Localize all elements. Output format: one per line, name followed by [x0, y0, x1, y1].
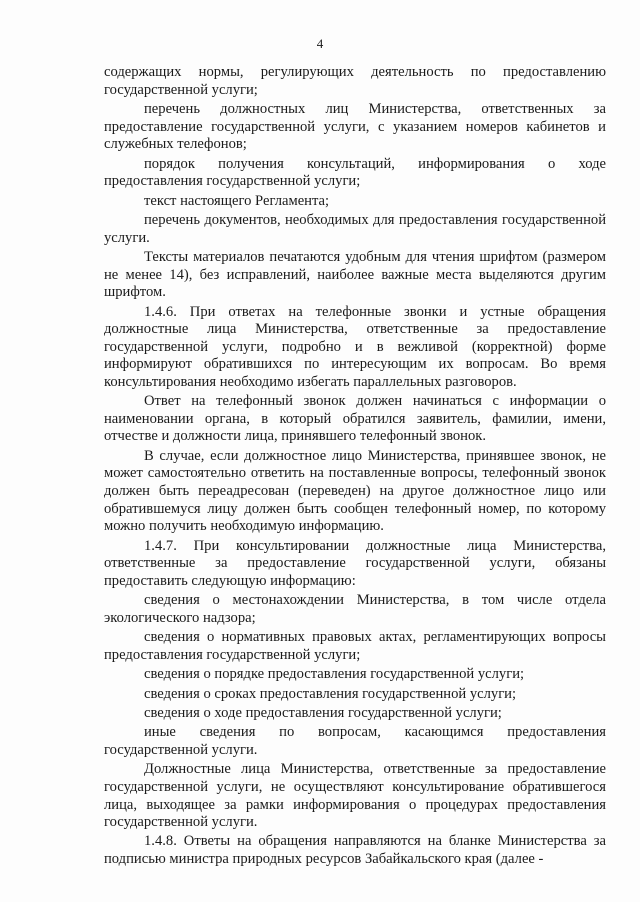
paragraph: В случае, если должностное лицо Министерства, принявшее звонок, не может самостоятельно ответить на поставленные вопросы, телефонный звонок должен быть переадресован (переведен) на другое должностное лицо или обратившемуся лицу должен быть сообщен телефонный номер, по которому можно получить необходимую информацию.	[104, 447, 606, 535]
paragraph: сведения о нормативных правовых актах, регламентирующих вопросы предоставления государственной услуги;	[104, 629, 606, 663]
page-number: 4	[316, 36, 324, 51]
paragraph: сведения о порядке предоставления государственной услуги;	[144, 666, 525, 683]
paragraph: Тексты материалов печатаются удобным для чтения шрифтом (размером не менее 14), без исправлений, наиболее важные места выделяются другим шрифтом.	[104, 248, 606, 301]
paragraph: содержащих нормы, регулирующих деятельность по предоставлению государственной услуги;	[104, 64, 606, 98]
paragraph: Должностные лица Министерства, ответственные за предоставление государственной услуги, не осуществляют консультирование обратившегося лица, выходящее за рамки информирования о процедурах предоставления государственной услуги.	[104, 761, 606, 831]
paragraph: 1.4.7. При консультировании должностные лица Министерства, ответственные за предоставление государственной услуги, обязаны предоставить следующую информацию:	[104, 537, 606, 589]
paragraph: перечень должностных лиц Министерства, ответственных за предоставление государственной услуги, с указанием номеров кабинетов и служебных телефонов;	[104, 100, 606, 153]
paragraph: сведения о ходе предоставления государственной услуги;	[144, 704, 502, 721]
paragraph: текст настоящего Регламента;	[144, 192, 330, 209]
paragraph: Ответ на телефонный звонок должен начинаться с информации о наименовании органа, в который обратился заявитель, фамилии, имени, отчестве и должности лица, принявшего телефонный звонок.	[104, 393, 606, 445]
document-body	[104, 64, 606, 870]
paragraph: порядок получения консультаций, информирования о ходе предоставления государственной услуги;	[104, 155, 606, 190]
paragraph: 1.4.8. Ответы на обращения направляются на бланке Министерства за подписью министра природных ресурсов Забайкальского края (далее -	[104, 833, 606, 868]
paragraph: 1.4.6. При ответах на телефонные звонки и устные обращения должностные лица Министерства, ответственные за предоставление государственной услуги, подробно и в вежливой (корректной) форме информируют обратившихся по интересующим их вопросам. Во время консультирования необходимо избегать параллельных разговоров.	[104, 303, 606, 390]
paragraph: сведения о сроках предоставления государственной услуги;	[144, 685, 517, 702]
paragraph: перечень документов, необходимых для предоставления государственной услуги.	[104, 211, 606, 246]
paragraph: иные сведения по вопросам, касающимся предоставления государственной услуги.	[104, 724, 606, 758]
paragraph: сведения о местонахождении Министерства, в том числе отдела экологического надзора;	[104, 592, 606, 626]
